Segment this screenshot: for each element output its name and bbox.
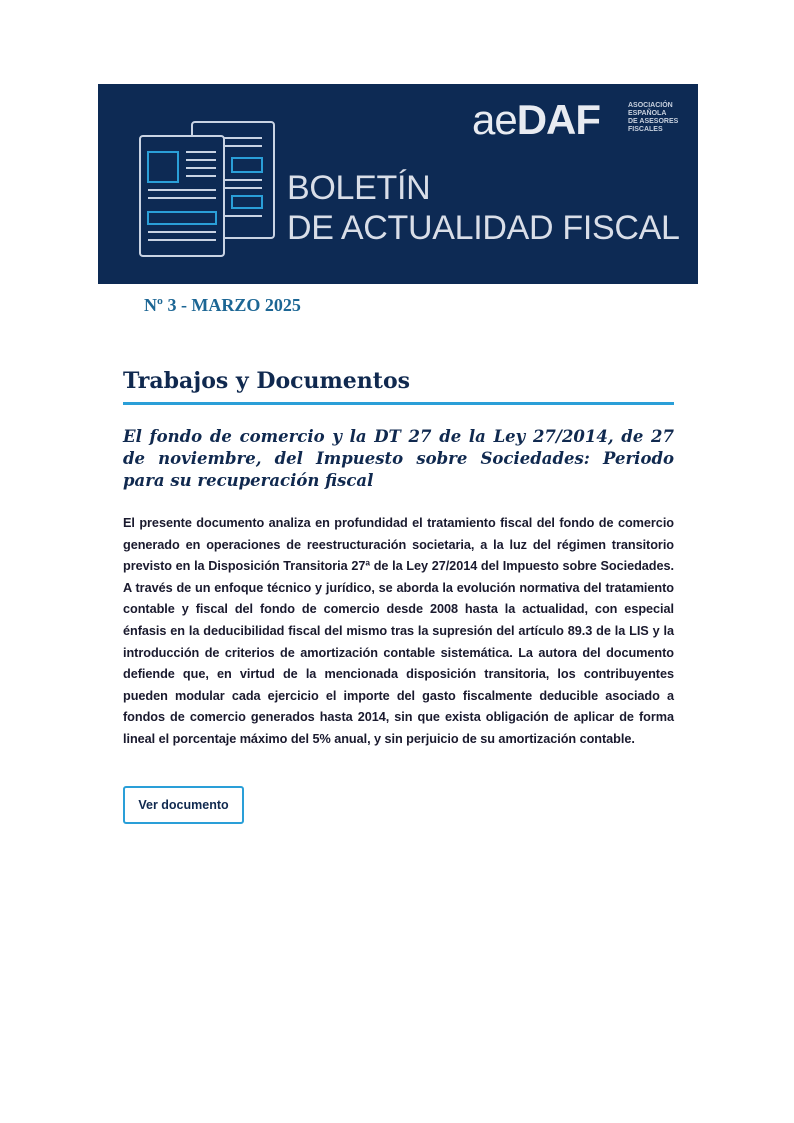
logo-ae: ae [472, 96, 517, 143]
title-line-1: BOLETÍN [287, 169, 431, 207]
section-divider [123, 402, 674, 405]
logo-sub-line: FISCALES [628, 126, 663, 133]
logo-subtitle [628, 102, 708, 134]
article-title: El fondo de comercio y la DT 27 de la Ley 27/2014, de 27 de noviembre, del Impuesto sobre Sociedades: Periodo para su recuperación fiscal [123, 427, 674, 490]
issue-number: Nº 3 - MARZO 2025 [144, 295, 301, 315]
title-line-2: DE ACTUALIDAD FISCAL [287, 209, 680, 247]
documents-icon [134, 120, 284, 260]
logo-daf: DAF [516, 96, 601, 143]
logo-sub-line: ASOCIACIÓN [628, 102, 673, 109]
article-body: El presente documento analiza en profundidad el tratamiento fiscal del fondo de comercio generado en operaciones de reestructuración societaria, a la luz del régimen transitorio previsto en la Disposición Transitoria 27ª de la Ley 27/2014 del Impuesto sobre Sociedades. A través de un enfoque técnico y jurídico, se aborda la evolución normativa del tratamiento contable y fiscal del fondo de comercio desde 2008 hasta la actualidad, con especial énfasis en la deducibilidad fiscal del mismo tras la supresión del artículo 89.3 de la LIS y la introducción de criterios de amortización contable sistemática. La autora del documento defiende que, en virtud de la mencionada disposición transitoria, los contribuyentes pueden modular cada ejercicio el importe del gasto fiscalmente deducible asociado a fondos de comercio generados hasta 2014, sin que exista obligación de aplicar de forma lineal el porcentaje máximo del 5% anual, y sin perjuicio de su amortización contable. [123, 516, 674, 746]
logo-sub-line: ESPAÑOLA [628, 110, 667, 117]
bulletin-title [287, 168, 680, 248]
logo-sub-line: DE ASESORES [628, 118, 679, 125]
header-banner [98, 84, 698, 284]
view-document-button[interactable]: Ver documento [123, 786, 244, 824]
section-title: Trabajos y Documentos [123, 368, 411, 394]
